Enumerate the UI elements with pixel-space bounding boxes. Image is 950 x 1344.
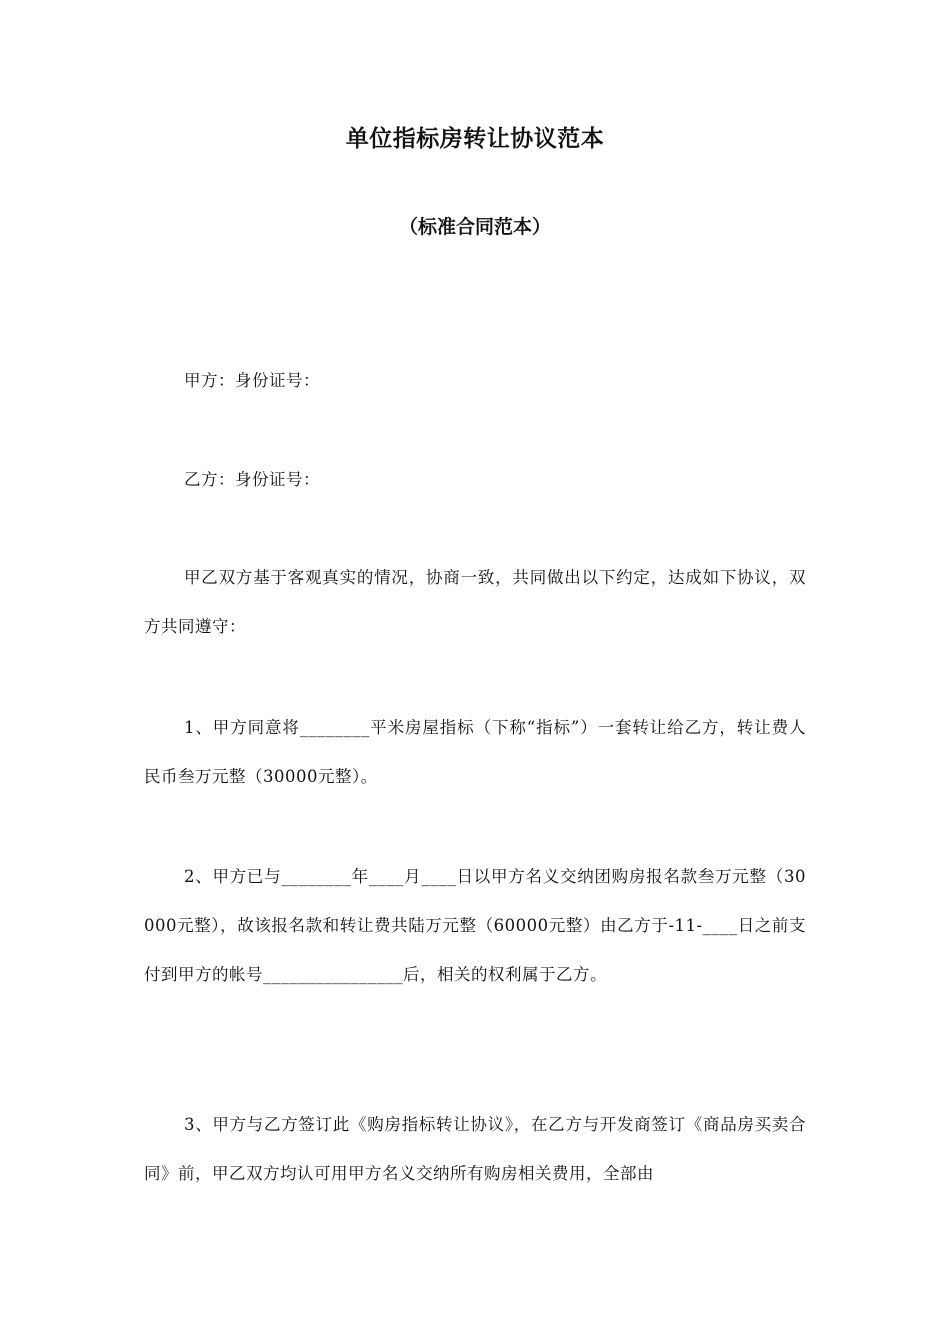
intro-paragraph: 甲乙双方基于客观真实的情况，协商一致，共同做出以下约定，达成如下协议，双方共同遵守： (144, 568, 806, 636)
clause-2-paragraph: 2、甲方已与________年____月____日以甲方名义交纳团购房报名款叁万元整（30000元整），故该报名款和转让费共陆万元整（60000元整）由乙方于-11-____日之前支付到甲方的帐号________________后，相关的权利属于乙方。 (144, 867, 806, 984)
party-b-line: 乙方：身份证号： (184, 470, 320, 489)
clause-1-paragraph: 1、甲方同意将________平米房屋指标（下称“指标”）一套转让给乙方，转让费人民币叁万元整（30000元整）。 (144, 718, 806, 786)
party-a-line: 甲方：身份证号： (184, 371, 320, 390)
clause-3-paragraph: 3、甲方与乙方签订此《购房指标转让协议》，在乙方与开发商签订《商品房买卖合同》前，甲乙双方均认可用甲方名义交纳所有购房相关费用，全部由 (144, 1115, 806, 1183)
document-subtitle: （标准合同范本） (398, 216, 551, 238)
document-title: 单位指标房转让协议范本 (345, 126, 605, 152)
